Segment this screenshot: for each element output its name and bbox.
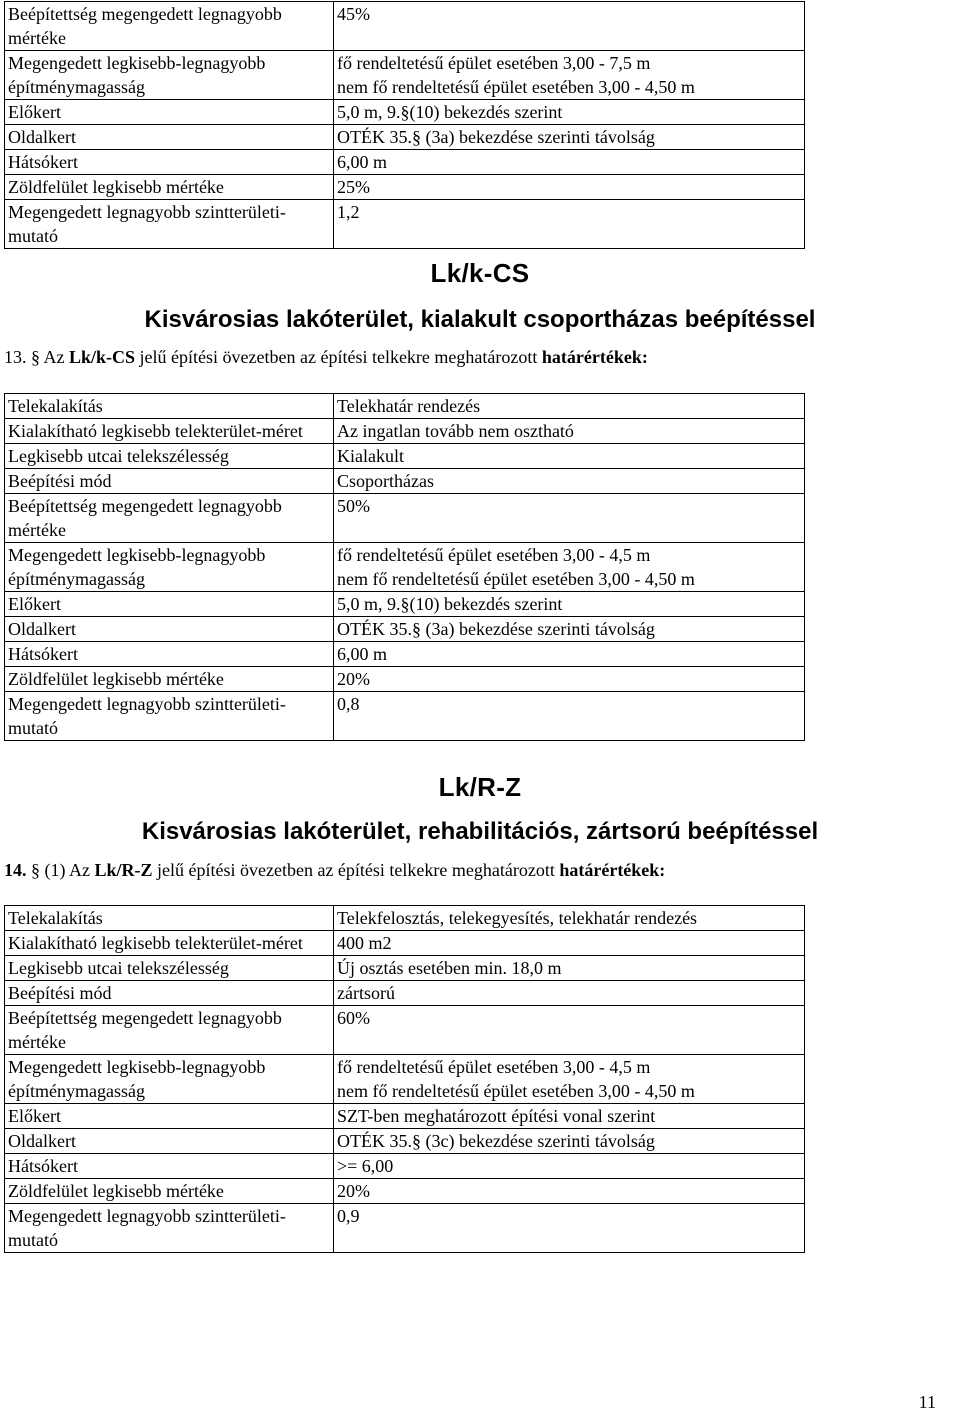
row-value	[334, 1006, 805, 1055]
row-label: Hátsókert	[5, 1154, 334, 1179]
row-value	[334, 200, 805, 249]
row-label: Hátsókert	[5, 642, 334, 667]
row-value	[334, 469, 805, 494]
para-zone-code: Lk/R-Z	[94, 860, 153, 880]
row-value	[334, 1104, 805, 1129]
table-row	[5, 1055, 805, 1104]
table-row	[5, 1154, 805, 1179]
value-line: 1,2	[337, 202, 360, 222]
para-text: jelű építési övezetben az építési telkekre meghatározott	[135, 347, 542, 367]
value-line: Telekfelosztás, telekegyesítés, telekhatár rendezés	[337, 908, 698, 928]
row-label: Beépítettség megengedett legnagyobb mértéke	[5, 494, 334, 543]
table-row	[5, 1006, 805, 1055]
row-label: Telekalakítás	[5, 394, 334, 419]
value-line: 25%	[337, 177, 370, 197]
row-value	[334, 2, 805, 51]
value-line: SZT-ben meghatározott építési vonal szerint	[337, 1106, 656, 1126]
row-value	[334, 592, 805, 617]
para-zone-code: Lk/k-CS	[69, 347, 136, 367]
row-value	[334, 1055, 805, 1104]
row-value	[334, 667, 805, 692]
row-label: Legkisebb utcai telekszélesség	[5, 444, 334, 469]
table-row	[5, 419, 805, 444]
zone-code-lk-k-cs: Lk/k-CS	[430, 258, 530, 288]
para-text: § (1) Az	[26, 860, 95, 880]
table-row	[5, 51, 805, 100]
row-label: Előkert	[5, 1104, 334, 1129]
row-label: Megengedett legnagyobb szintterületi-mutató	[5, 200, 334, 249]
value-line: 20%	[337, 669, 370, 689]
row-label: Előkert	[5, 592, 334, 617]
zone-title-lk-r-z: Kisvárosias lakóterület, rehabilitációs, zártsorú beépítéssel	[141, 818, 819, 845]
table-row	[5, 667, 805, 692]
row-label: Oldalkert	[5, 125, 334, 150]
row-label: Megengedett legnagyobb szintterületi-mutató	[5, 692, 334, 741]
value-line: Csoportházas	[337, 471, 434, 491]
value-line: 50%	[337, 496, 370, 516]
row-label: Beépítettség megengedett legnagyobb mértéke	[5, 2, 334, 51]
row-label: Legkisebb utcai telekszélesség	[5, 956, 334, 981]
row-value	[334, 1154, 805, 1179]
row-label: Zöldfelület legkisebb mértéke	[5, 667, 334, 692]
value-line: fő rendeltetésű épület esetében 3,00 - 7,5 m	[337, 53, 651, 73]
table-row	[5, 1129, 805, 1154]
table-row	[5, 494, 805, 543]
value-line: 0,9	[337, 1206, 360, 1226]
value-line-secondary: nem fő rendeltetésű épület esetében 3,00 - 4,50 m	[337, 569, 695, 589]
value-line: OTÉK 35.§ (3a) bekezdése szerinti távolság	[337, 619, 655, 639]
value-line: 400 m2	[337, 933, 392, 953]
value-line: zártsorú	[337, 983, 395, 1003]
row-value	[334, 906, 805, 931]
table-row	[5, 125, 805, 150]
table-row	[5, 2, 805, 51]
row-label: Zöldfelület legkisebb mértéke	[5, 175, 334, 200]
row-label: Hátsókert	[5, 150, 334, 175]
value-line: OTÉK 35.§ (3c) bekezdése szerinti távolság	[337, 1131, 655, 1151]
row-value	[334, 419, 805, 444]
row-value	[334, 100, 805, 125]
row-label: Zöldfelület legkisebb mértéke	[5, 1179, 334, 1204]
section-13-paragraph	[4, 345, 648, 369]
table-row	[5, 150, 805, 175]
row-value	[334, 1129, 805, 1154]
value-line: fő rendeltetésű épület esetében 3,00 - 4,5 m	[337, 1057, 651, 1077]
table-row	[5, 394, 805, 419]
value-line: 6,00 m	[337, 152, 388, 172]
value-line: 60%	[337, 1008, 370, 1028]
zoning-table-lk-r-z	[4, 905, 805, 1253]
value-line: 45%	[337, 4, 370, 24]
table-row	[5, 617, 805, 642]
zoning-table-lk-k-cs	[4, 393, 805, 741]
page-number: 11	[918, 1392, 936, 1412]
table-row	[5, 931, 805, 956]
table-row	[5, 981, 805, 1006]
zone-title-lk-k-cs: Kisvárosias lakóterület, kialakult csoportházas beépítéssel	[144, 306, 816, 333]
para-section-number: 14.	[4, 860, 27, 880]
section-14-paragraph	[4, 858, 665, 882]
row-value	[334, 494, 805, 543]
row-label: Kialakítható legkisebb telekterület-méret	[5, 419, 334, 444]
row-value	[334, 175, 805, 200]
table-row	[5, 1204, 805, 1253]
para-text: 13. § Az	[4, 347, 69, 367]
value-line: Kialakult	[337, 446, 404, 466]
row-value	[334, 150, 805, 175]
para-emphasis: határértékek:	[541, 347, 648, 367]
row-value	[334, 125, 805, 150]
value-line: 6,00 m	[337, 644, 388, 664]
value-line: >= 6,00	[337, 1156, 394, 1176]
row-value	[334, 1204, 805, 1253]
row-label: Megengedett legkisebb-legnagyobb építménymagasság	[5, 543, 334, 592]
row-value	[334, 444, 805, 469]
table-row	[5, 906, 805, 931]
row-label: Telekalakítás	[5, 906, 334, 931]
table-row	[5, 956, 805, 981]
table-row	[5, 175, 805, 200]
row-value	[334, 692, 805, 741]
zoning-table-continued	[4, 1, 805, 249]
value-line: OTÉK 35.§ (3a) bekezdése szerinti távolság	[337, 127, 655, 147]
row-label: Előkert	[5, 100, 334, 125]
table-row	[5, 642, 805, 667]
row-value	[334, 617, 805, 642]
table-row	[5, 1179, 805, 1204]
table-row	[5, 200, 805, 249]
value-line: 5,0 m, 9.§(10) bekezdés szerint	[337, 102, 563, 122]
row-label: Megengedett legkisebb-legnagyobb építménymagasság	[5, 1055, 334, 1104]
zone-code-lk-r-z: Lk/R-Z	[438, 772, 522, 802]
row-value	[334, 1179, 805, 1204]
table-row	[5, 100, 805, 125]
row-value	[334, 931, 805, 956]
table-row	[5, 444, 805, 469]
row-value	[334, 394, 805, 419]
table-row	[5, 469, 805, 494]
value-line: Új osztás esetében min. 18,0 m	[337, 958, 562, 978]
row-label: Oldalkert	[5, 1129, 334, 1154]
value-line: 5,0 m, 9.§(10) bekezdés szerint	[337, 594, 563, 614]
value-line: Telekhatár rendezés	[337, 396, 481, 416]
table-row	[5, 592, 805, 617]
row-label: Megengedett legkisebb-legnagyobb építménymagasság	[5, 51, 334, 100]
value-line: fő rendeltetésű épület esetében 3,00 - 4,5 m	[337, 545, 651, 565]
para-text: jelű építési övezetben az építési telkekre meghatározott	[152, 860, 560, 880]
table-row	[5, 692, 805, 741]
value-line: 0,8	[337, 694, 360, 714]
value-line: Az ingatlan tovább nem osztható	[337, 421, 574, 441]
table-row	[5, 543, 805, 592]
value-line-secondary: nem fő rendeltetésű épület esetében 3,00 - 4,50 m	[337, 77, 695, 97]
para-emphasis: határértékek:	[559, 860, 666, 880]
row-value	[334, 543, 805, 592]
row-value	[334, 642, 805, 667]
row-value	[334, 956, 805, 981]
row-label: Beépítési mód	[5, 981, 334, 1006]
value-line-secondary: nem fő rendeltetésű épület esetében 3,00 - 4,50 m	[337, 1081, 695, 1101]
row-value	[334, 51, 805, 100]
row-label: Beépítési mód	[5, 469, 334, 494]
row-label: Kialakítható legkisebb telekterület-méret	[5, 931, 334, 956]
value-line: 20%	[337, 1181, 370, 1201]
row-label: Megengedett legnagyobb szintterületi-mutató	[5, 1204, 334, 1253]
row-label: Beépítettség megengedett legnagyobb mértéke	[5, 1006, 334, 1055]
table-row	[5, 1104, 805, 1129]
row-label: Oldalkert	[5, 617, 334, 642]
row-value	[334, 981, 805, 1006]
